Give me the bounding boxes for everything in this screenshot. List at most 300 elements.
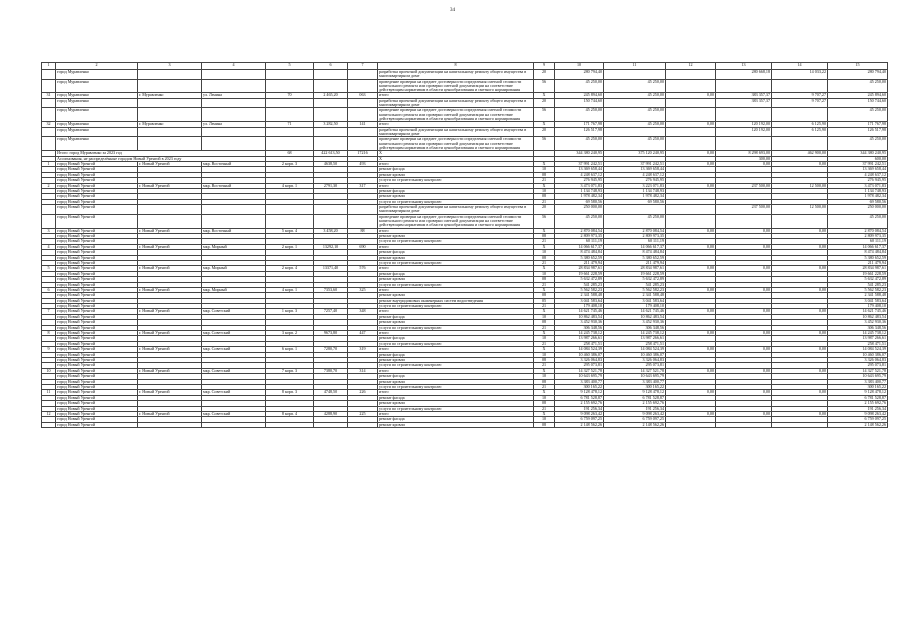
table-cell: город Новый Уренгой: [56, 374, 138, 379]
table-cell: 71: [266, 122, 314, 127]
table-cell: проведение проверки на предмет достоверности определения сметной стоимости капитального ремонта или проверки сметной документации на соответствие действующим нормативам в области ценообразования и сметного нормирования: [378, 137, 534, 151]
table-cell: 2 341 588,48: [604, 293, 666, 298]
table-cell: ул. Ленина: [202, 122, 266, 127]
table-cell: 14 033,22: [772, 70, 828, 80]
table-cell: 295 073,81: [604, 363, 666, 368]
table-cell: 20: [534, 205, 555, 215]
table-cell: [202, 108, 266, 122]
table-cell: 10: [534, 417, 555, 422]
table-cell: 14 245 738,12: [828, 331, 888, 336]
table-cell: проведение проверки на предмет достоверности определения сметной стоимости капитального ремонта или проверки сметной документации на соответствие действующим нормативам в области ценообразования и сметного нормирования: [378, 79, 534, 93]
table-cell: город Новый Уренгой: [56, 347, 138, 352]
table-cell: 317: [348, 183, 378, 188]
table-cell: 295 073,81: [555, 363, 604, 368]
table-cell: разработка проектной документации на капитальному ремонту общего имущества в многоквартирном доме: [378, 98, 534, 108]
table-cell: 1 корп. 3: [266, 309, 314, 314]
table-cell: 14 327 521,78: [828, 368, 888, 373]
table-cell: [42, 79, 56, 93]
table-cell: 45 250,00: [604, 137, 666, 151]
table-cell: итого: [378, 266, 534, 271]
table-cell: [772, 422, 828, 427]
table-cell: 0,00: [666, 347, 716, 352]
table-cell: итого: [378, 162, 534, 167]
table-cell: 6 125,90: [772, 122, 828, 127]
table-cell: ремонт фасада: [378, 352, 534, 357]
table-cell: город Новый Уренгой: [56, 320, 138, 325]
table-cell: [666, 79, 716, 93]
table-cell: 68: [266, 151, 314, 156]
table-cell: 0,00: [666, 244, 716, 249]
table-cell: город Новый Уренгой: [56, 379, 138, 384]
table-cell: 7: [42, 309, 56, 314]
table-cell: [266, 422, 314, 427]
table-cell: 2 корп. 4: [266, 266, 314, 271]
table-cell: 0,00: [772, 368, 828, 373]
table-cell: 21: [534, 178, 555, 183]
table-cell: 348: [348, 309, 378, 314]
table-cell: 120 192,00: [716, 122, 772, 127]
table-cell: 13 369 658,44: [604, 167, 666, 172]
table-cell: город Новый Уренгой: [56, 162, 138, 167]
table-cell: 4288,90: [314, 411, 348, 416]
table-cell: город Новый Уренгой: [56, 167, 138, 172]
table-cell: 576: [348, 266, 378, 271]
table-cell: г. Новый Уренгой: [138, 347, 202, 352]
table-cell: 45 250,00: [604, 122, 666, 127]
table-cell: 10: [534, 395, 555, 400]
table-cell: 08: [534, 379, 555, 384]
table-cell: город Новый Уренгой: [56, 325, 138, 330]
table-cell: 21: [534, 239, 555, 244]
table-cell: 8 474 484,84: [828, 250, 888, 255]
table-cell: 0,00: [716, 347, 772, 352]
table-cell: [138, 79, 202, 93]
table-cell: 226: [348, 390, 378, 395]
table-cell: 13 369 658,44: [555, 167, 604, 172]
table-cell: [266, 79, 314, 93]
table-cell: 422 613,50: [314, 151, 348, 156]
table-cell: 3 326 064,83: [555, 358, 604, 363]
table-cell: город Новый Уренгой: [56, 260, 138, 265]
table-cell: 37 991 242,51: [828, 162, 888, 167]
table-cell: город Новый Уренгой: [56, 368, 138, 373]
table-cell: 45 250,00: [604, 214, 666, 228]
table-cell: 0,00: [666, 309, 716, 314]
column-header: 9: [534, 63, 555, 70]
table-cell: 10 862 483,54: [555, 314, 604, 319]
table-cell: услуги по строительному контролю: [378, 341, 534, 346]
table-cell: 14 084 524,39: [604, 347, 666, 352]
table-cell: 300 165,22: [555, 384, 604, 389]
table-cell: 0,00: [666, 368, 716, 373]
table-cell: 541 285,23: [604, 282, 666, 287]
table-cell: 2 корп. 3: [266, 162, 314, 167]
table-cell: город Новый Уренгой: [56, 228, 138, 233]
table-cell: 0,00: [716, 411, 772, 416]
table-cell: 10: [534, 314, 555, 319]
table-cell: 14 084 524,39: [828, 347, 888, 352]
table-cell: X: [534, 162, 555, 167]
table-cell: 2 корп. 1: [266, 244, 314, 249]
table-row: [42, 108, 888, 122]
table-cell: 12 500,00: [772, 183, 828, 188]
table-cell: услуги по строительному контролю: [378, 325, 534, 330]
table-cell: X: [534, 228, 555, 233]
table-cell: 4 корп. 1: [266, 183, 314, 188]
table-cell: 126 517,98: [555, 127, 604, 137]
page-number: 34: [450, 8, 455, 13]
table-cell: 462 900,00: [772, 151, 828, 156]
table-cell: 56: [534, 137, 555, 151]
table-cell: [716, 79, 772, 93]
table-cell: [202, 205, 266, 215]
table-cell: 9 098 263,42: [555, 411, 604, 416]
table-cell: 325: [348, 287, 378, 292]
table-row: [42, 127, 888, 137]
table-cell: [202, 98, 266, 108]
table-cell: 88: [348, 228, 378, 233]
table-cell: ремонт фасада: [378, 250, 534, 255]
table-cell: 10 862 483,54: [828, 314, 888, 319]
table-cell: 2 809 973,35: [604, 234, 666, 239]
table-cell: 2 870 084,54: [828, 228, 888, 233]
table-cell: 21: [534, 341, 555, 346]
table-cell: 3 223 071,83: [604, 183, 666, 188]
table-cell: 0,00: [716, 287, 772, 292]
program-table: [41, 62, 888, 428]
table-cell: 9: [42, 347, 56, 352]
table-cell: 690: [348, 244, 378, 249]
table-cell: 60 111,19: [604, 239, 666, 244]
table-cell: 0,00: [716, 331, 772, 336]
table-cell: 300,00: [716, 156, 772, 161]
table-cell: [42, 205, 56, 215]
table-cell: X: [534, 122, 555, 127]
table-cell: итого: [378, 331, 534, 336]
table-cell: 3 041 583,64: [828, 298, 888, 303]
table-cell: 2 809 973,35: [555, 234, 604, 239]
table-cell: 0,00: [772, 347, 828, 352]
table-cell: 9 707,27: [772, 98, 828, 108]
table-cell: г. Новый Уренгой: [138, 162, 202, 167]
table-cell: 9 098 263,42: [604, 411, 666, 416]
table-cell: 3 041 583,64: [604, 298, 666, 303]
table-cell: Ассигнования, не распределённые городом Новый Уренгой в 2023 году: [56, 156, 266, 161]
table-cell: 245 894,60: [828, 93, 888, 98]
table-cell: город Новый Уренгой: [56, 390, 138, 395]
table-cell: 2: [42, 183, 56, 188]
table-cell: мкр. Советский: [202, 331, 266, 336]
table-cell: 250 000,00: [555, 205, 604, 215]
table-cell: 45 250,00: [555, 79, 604, 93]
table-cell: 0,00: [666, 151, 716, 156]
table-cell: 4 248 637,12: [604, 172, 666, 177]
table-cell: 280 668,18: [716, 70, 772, 80]
table-cell: 8 корп. 3: [266, 390, 314, 395]
table-cell: [348, 98, 378, 108]
table-cell: 3 452 930,36: [828, 320, 888, 325]
table-cell: 0,00: [666, 411, 716, 416]
column-header: 3: [138, 63, 202, 70]
table-cell: [42, 70, 56, 80]
table-cell: услуги по строительному контролю: [378, 384, 534, 389]
table-cell: 0,00: [666, 162, 716, 167]
table-cell: 141: [348, 122, 378, 127]
table-cell: мкр. Советский: [202, 390, 266, 395]
table-cell: 14 621 745,46: [555, 309, 604, 314]
table-cell: 2 155 692,76: [555, 401, 604, 406]
table-cell: город Новый Уренгой: [56, 205, 138, 215]
table-cell: X: [534, 183, 555, 188]
table-cell: 300 165,22: [604, 384, 666, 389]
table-cell: ремонт кровли: [378, 255, 534, 260]
table-cell: [314, 108, 348, 122]
table-cell: 08: [534, 422, 555, 427]
table-cell: [266, 108, 314, 122]
table-cell: [604, 70, 666, 80]
table-cell: 10 643 695,79: [604, 374, 666, 379]
table-cell: 10: [534, 271, 555, 276]
table-cell: 8 298 693,00: [716, 151, 772, 156]
table-cell: [202, 137, 266, 151]
table-cell: ремонт фасада: [378, 314, 534, 319]
table-cell: 306 348,56: [604, 325, 666, 330]
table-cell: 37 991 242,51: [555, 162, 604, 167]
table-cell: 08: [534, 293, 555, 298]
table-cell: итого: [378, 93, 534, 98]
table-cell: 10: [534, 352, 555, 357]
table-cell: 10 643 695,79: [555, 374, 604, 379]
table-cell: город Новый Уренгой: [56, 271, 138, 276]
table-cell: X: [534, 390, 555, 395]
table-cell: [314, 214, 348, 228]
table-cell: 10: [534, 188, 555, 193]
table-cell: X: [534, 287, 555, 292]
table-cell: 5 380 652,59: [555, 255, 604, 260]
table-cell: ремонт внутридомовых инженерных систем водоотведения: [378, 298, 534, 303]
table-cell: мкр. Советский: [202, 347, 266, 352]
table-cell: 21: [534, 406, 555, 411]
table-cell: 211 479,94: [828, 260, 888, 265]
table-cell: [266, 127, 314, 137]
table-cell: 314: [348, 368, 378, 373]
table-cell: 0,00: [716, 390, 772, 395]
table-cell: 0,00: [666, 287, 716, 292]
table-cell: 295 073,81: [828, 363, 888, 368]
table-cell: [266, 98, 314, 108]
table-cell: 063: [348, 93, 378, 98]
table-cell: 31: [42, 93, 56, 98]
table-cell: X: [534, 411, 555, 416]
table-cell: 0,00: [772, 162, 828, 167]
table-cell: 5: [42, 266, 56, 271]
table-cell: 5 562 582,23: [555, 287, 604, 292]
table-cell: город Новый Уренгой: [56, 282, 138, 287]
table-cell: разработка проектной документации на капитальному ремонту общего имущества в многоквартирном доме: [378, 205, 534, 215]
table-cell: 126 517,98: [828, 127, 888, 137]
table-cell: 10: [42, 368, 56, 373]
table-cell: услуги по строительному контролю: [378, 304, 534, 309]
table-cell: [138, 108, 202, 122]
table-cell: 45 250,00: [828, 137, 888, 151]
table-cell: 2 148 562,26: [555, 422, 604, 427]
table-cell: 383 357,37: [716, 93, 772, 98]
table-cell: [666, 205, 716, 215]
table-cell: 4748,50: [314, 390, 348, 395]
table-cell: услуги по строительному контролю: [378, 178, 534, 183]
table-row: [42, 79, 888, 93]
table-row: [42, 205, 888, 215]
table-cell: 14 066 617,37: [828, 244, 888, 249]
table-cell: город Новый Уренгой: [56, 309, 138, 314]
table-cell: 21: [534, 282, 555, 287]
table-cell: 2 870 084,54: [604, 228, 666, 233]
table-cell: ремонт кровли: [378, 401, 534, 406]
table-cell: 5 корп. 4: [266, 228, 314, 233]
table-cell: [716, 214, 772, 228]
table-cell: [772, 79, 828, 93]
table-cell: г. Новый Уренгой: [138, 183, 202, 188]
table-cell: [666, 127, 716, 137]
table-cell: 7353,60: [314, 287, 348, 292]
table-cell: 14 621 745,46: [828, 309, 888, 314]
table-cell: [202, 70, 266, 80]
table-cell: г. Новый Уренгой: [138, 309, 202, 314]
table-cell: 0,00: [772, 266, 828, 271]
table-cell: 2 148 562,26: [604, 422, 666, 427]
table-cell: [314, 98, 348, 108]
table-cell: [42, 98, 56, 108]
table-cell: ремонт фасада: [378, 271, 534, 276]
table-cell: 3 326 064,83: [604, 358, 666, 363]
table-cell: услуги по строительному контролю: [378, 260, 534, 265]
table-cell: 3 458,20: [314, 228, 348, 233]
table-cell: 171 767,98: [828, 122, 888, 127]
table-cell: [348, 127, 378, 137]
table-cell: услуги по строительному контролю: [378, 363, 534, 368]
table-cell: [604, 98, 666, 108]
table-cell: 7 корп. 3: [266, 368, 314, 373]
table-cell: город Новый Уренгой: [56, 401, 138, 406]
table-cell: 9 128 478,12: [828, 390, 888, 395]
table-cell: 9 098 263,42: [828, 411, 888, 416]
table-cell: город Новый Уренгой: [56, 239, 138, 244]
table-cell: город Новый Уренгой: [56, 417, 138, 422]
table-cell: [716, 137, 772, 151]
table-cell: ремонт кровли: [378, 422, 534, 427]
table-cell: [266, 137, 314, 151]
table-cell: город Муравленко: [56, 122, 138, 127]
header-row: [42, 63, 888, 70]
table-cell: 375 120 240,95: [604, 151, 666, 156]
table-cell: 08: [534, 277, 555, 282]
table-cell: 08: [534, 401, 555, 406]
table-cell: г. Новый Уренгой: [138, 368, 202, 373]
table-cell: 10 460 386,07: [828, 352, 888, 357]
table-cell: X: [534, 266, 555, 271]
table-cell: итого: [378, 309, 534, 314]
table-row: [42, 422, 888, 427]
table-cell: город Новый Уренгой: [56, 234, 138, 239]
table-cell: [348, 79, 378, 93]
table-cell: 21: [534, 384, 555, 389]
table-cell: 9 128 478,12: [604, 390, 666, 395]
table-cell: ремонт фасада: [378, 167, 534, 172]
table-cell: 21: [534, 199, 555, 204]
table-cell: [348, 422, 378, 427]
table-cell: 2 148 562,26: [828, 422, 888, 427]
table-cell: [666, 98, 716, 108]
table-cell: 150 744,60: [555, 98, 604, 108]
table-cell: город Новый Уренгой: [56, 363, 138, 368]
table-cell: 45 250,00: [604, 93, 666, 98]
table-row: [42, 98, 888, 108]
table-cell: 276 945,95: [604, 178, 666, 183]
table-cell: 237 500,00: [716, 183, 772, 188]
table-cell: 0,00: [716, 266, 772, 271]
table-cell: [772, 214, 828, 228]
table-cell: 211 479,94: [555, 260, 604, 265]
table-cell: 2 155 692,76: [604, 401, 666, 406]
table-cell: город Новый Уренгой: [56, 214, 138, 228]
table-cell: 56: [534, 214, 555, 228]
table-cell: X: [534, 244, 555, 249]
table-cell: [138, 214, 202, 228]
table-cell: X: [378, 151, 534, 156]
table-cell: 7380,70: [314, 368, 348, 373]
table-cell: 541 285,23: [555, 282, 604, 287]
table-cell: 179 408,10: [828, 304, 888, 309]
table-cell: 45 250,00: [828, 79, 888, 93]
table-cell: город Новый Уренгой: [56, 336, 138, 341]
table-cell: [604, 127, 666, 137]
table-cell: 45 250,00: [828, 108, 888, 122]
table-cell: 9 128 478,12: [555, 390, 604, 395]
table-cell: 10: [534, 336, 555, 341]
table-cell: 4: [42, 244, 56, 249]
table-cell: город Новый Уренгой: [56, 199, 138, 204]
table-cell: мкр. Восточный: [202, 162, 266, 167]
table-cell: проведение проверки на предмет достоверности определения сметной стоимости капитального ремонта или проверки сметной документации на соответствие действующим нормативам в области ценообразования и сметного нормирования: [378, 214, 534, 228]
table-cell: 56: [534, 108, 555, 122]
table-cell: ремонт кровли: [378, 358, 534, 363]
table-cell: 5 562 582,23: [604, 287, 666, 292]
table-cell: [314, 127, 348, 137]
table-cell: [666, 70, 716, 80]
table-cell: 280 794,40: [555, 70, 604, 80]
column-header: 12: [666, 63, 716, 70]
table-cell: услуги по строительному контролю: [378, 406, 534, 411]
table-cell: 6 759 097,25: [604, 417, 666, 422]
table-cell: 4 248 637,12: [828, 172, 888, 177]
table-cell: 10: [534, 167, 555, 172]
table-cell: 9 707,27: [772, 93, 828, 98]
column-header: 4: [202, 63, 266, 70]
table-cell: 0,00: [716, 162, 772, 167]
table-cell: 08: [534, 320, 555, 325]
table-cell: 10: [534, 374, 555, 379]
column-header: 11: [604, 63, 666, 70]
table-cell: город Новый Уренгой: [56, 352, 138, 357]
table-cell: [314, 137, 348, 151]
table-cell: 28 834 987,61: [828, 266, 888, 271]
table-cell: 14 327 521,78: [604, 368, 666, 373]
table-cell: город Новый Уренгой: [56, 255, 138, 260]
table-cell: 3 452 930,36: [604, 320, 666, 325]
table-cell: 45 250,00: [828, 214, 888, 228]
table-cell: 237 500,00: [716, 205, 772, 215]
table-cell: X: [534, 368, 555, 373]
